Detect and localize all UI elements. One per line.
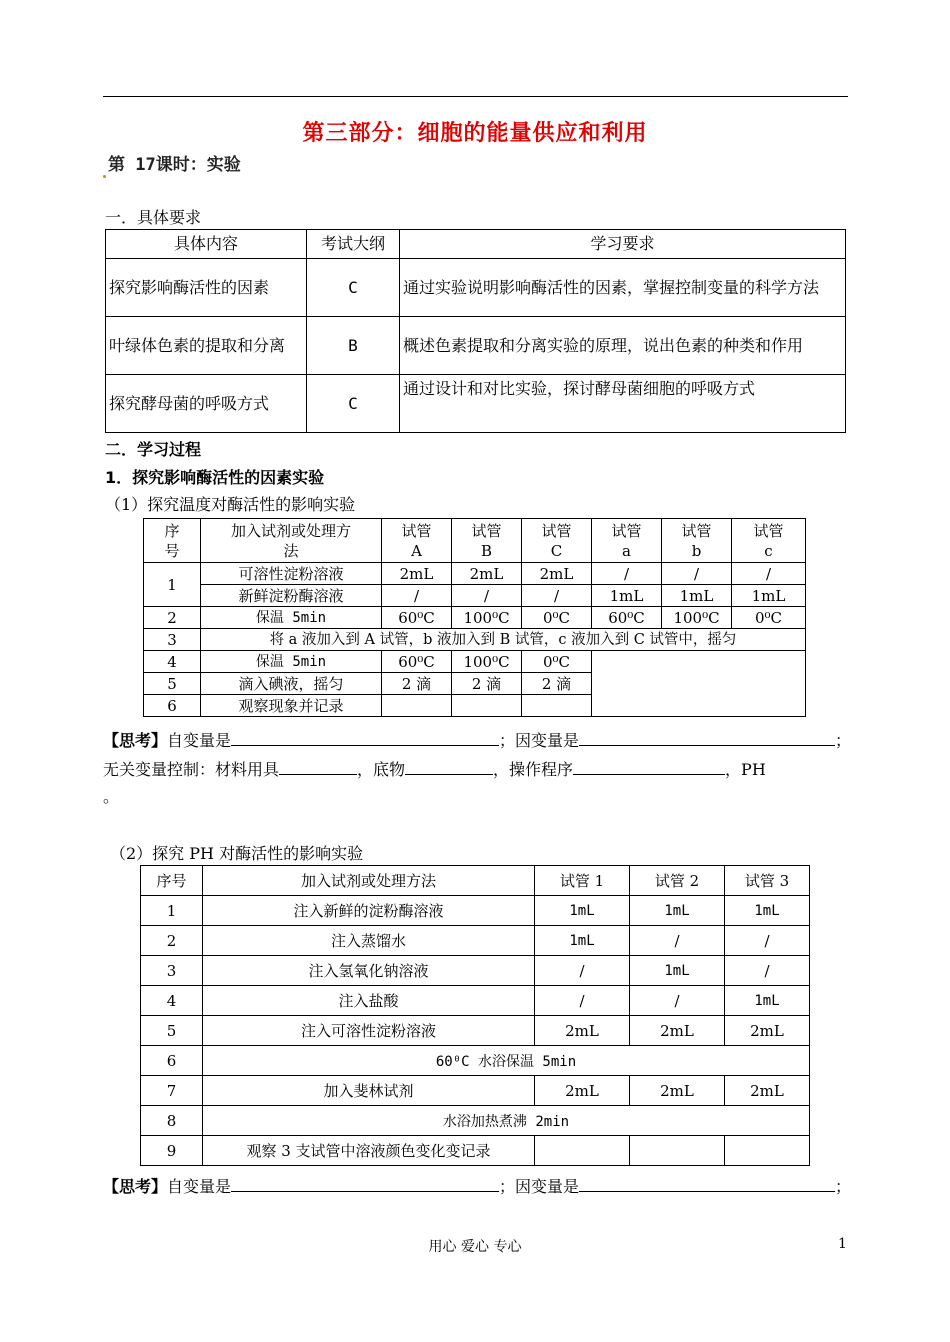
answer-blank[interactable] — [231, 731, 499, 746]
table-header: 学习要求 — [400, 230, 846, 259]
answer-blank[interactable] — [279, 760, 357, 775]
header-line: 试管 — [541, 521, 572, 540]
table-header: 试管 3 — [725, 866, 810, 896]
table-cell: 2mL — [630, 1016, 725, 1046]
table-row — [141, 926, 810, 956]
page-title: 第三部分：细胞的能量供应和利用 — [302, 121, 648, 146]
table-header — [201, 519, 382, 563]
table-cell-empty — [592, 651, 806, 717]
think1-line2 — [103, 757, 766, 780]
answer-blank[interactable] — [579, 1177, 835, 1192]
table-cell: 2mL — [725, 1076, 810, 1106]
table-cell: 1mL — [592, 585, 662, 607]
header-line: b — [691, 541, 702, 560]
section2-heading: 二．学习过程 — [105, 440, 202, 459]
header-line: 序 — [164, 521, 180, 540]
table-cell: 100⁰C — [452, 607, 522, 629]
table-cell: 探究酵母菌的呼吸方式 — [106, 375, 307, 433]
temperature-experiment-table — [143, 518, 806, 717]
table-cell: / — [382, 585, 452, 607]
table-cell: 2mL — [725, 1016, 810, 1046]
table-cell: / — [725, 956, 810, 986]
table-cell: 6 — [144, 695, 201, 717]
table-cell: / — [535, 956, 630, 986]
table-header: 试管 2 — [630, 866, 725, 896]
table-cell: 1mL — [725, 896, 810, 926]
page-number: 1 — [838, 1236, 847, 1252]
table-header: 具体内容 — [106, 230, 307, 259]
table-row — [141, 1076, 810, 1106]
table-cell: 6 — [141, 1046, 203, 1076]
table-cell: 1mL — [535, 896, 630, 926]
table-header — [452, 519, 522, 563]
subsection-heading: 1．探究影响酶活性的因素实验 — [105, 468, 325, 487]
table-cell: / — [630, 926, 725, 956]
answer-blank[interactable] — [573, 760, 725, 775]
answer-blank[interactable] — [579, 731, 835, 746]
table-cell: C — [307, 375, 400, 433]
table-cell: 2mL — [452, 563, 522, 585]
think-text: ，PH — [725, 760, 766, 779]
table-cell: 4 — [144, 651, 201, 673]
table-cell: 观察 3 支试管中溶液颜色变化变记录 — [203, 1136, 535, 1166]
table-row — [141, 1106, 810, 1136]
table-cell: 0⁰C — [522, 651, 592, 673]
table-row — [141, 1046, 810, 1076]
think-text: 无关变量控制：材料用具 — [103, 760, 280, 779]
table-cell-empty — [535, 1136, 630, 1166]
table-cell: 2mL — [535, 1016, 630, 1046]
table-header: 试管 1 — [535, 866, 630, 896]
table-row — [141, 956, 810, 986]
header-line: C — [550, 541, 563, 560]
table-cell: 通过设计和对比实验，探讨酵母菌细胞的呼吸方式 — [400, 375, 846, 433]
table-row — [141, 1016, 810, 1046]
header-rule — [103, 96, 848, 97]
table-cell: 保温 5min — [201, 607, 382, 629]
table-header — [732, 519, 806, 563]
section1-heading: 一．具体要求 — [105, 208, 202, 227]
header-line: c — [764, 541, 773, 560]
table-row — [141, 986, 810, 1016]
table-cell: 100⁰C — [452, 651, 522, 673]
table-cell: 1mL — [630, 896, 725, 926]
table-cell: 水浴加热煮沸 2min — [203, 1106, 810, 1136]
table-header — [144, 519, 201, 563]
header-line: B — [480, 541, 493, 560]
table-cell: 2mL — [522, 563, 592, 585]
table-cell: / — [592, 563, 662, 585]
table-cell: 100⁰C — [662, 607, 732, 629]
table-cell: 8 — [141, 1106, 203, 1136]
requirements-table — [105, 229, 846, 433]
table-cell: 注入可溶性淀粉溶液 — [203, 1016, 535, 1046]
think-text: 自变量是 — [167, 1177, 232, 1196]
lesson-label: 第 17课时：实验 — [108, 155, 241, 175]
table-cell: 通过实验说明影响酶活性的因素，掌握控制变量的科学方法 — [400, 259, 846, 317]
table-header — [662, 519, 732, 563]
table-cell: 2 — [141, 926, 203, 956]
experiment1-title: （1）探究温度对酶活性的影响实验 — [105, 495, 356, 514]
table-cell: 1mL — [630, 956, 725, 986]
table-cell: 4 — [141, 986, 203, 1016]
table-cell: 注入蒸馏水 — [203, 926, 535, 956]
table-cell: 2 滴 — [452, 673, 522, 695]
table-cell: 2 — [144, 607, 201, 629]
header-line: 试管 — [471, 521, 502, 540]
table-cell: 2 滴 — [382, 673, 452, 695]
table-cell: 2 滴 — [522, 673, 592, 695]
header-line: 号 — [164, 541, 180, 560]
table-cell: / — [725, 926, 810, 956]
table-cell: 1mL — [662, 585, 732, 607]
table-header — [522, 519, 592, 563]
table-cell: 可溶性淀粉溶液 — [201, 563, 382, 585]
header-line: 试管 — [753, 521, 784, 540]
table-cell: / — [522, 585, 592, 607]
table-cell: 新鲜淀粉酶溶液 — [201, 585, 382, 607]
table-cell: 9 — [141, 1136, 203, 1166]
think1-line1 — [103, 728, 851, 751]
table-cell: 加入斐林试剂 — [203, 1076, 535, 1106]
header-line: 法 — [283, 541, 299, 560]
table-cell: B — [307, 317, 400, 375]
table-cell: 保温 5min — [201, 651, 382, 673]
table-cell: 滴入碘液，摇匀 — [201, 673, 382, 695]
table-header — [382, 519, 452, 563]
table-row — [141, 896, 810, 926]
table-cell: 1mL — [732, 585, 806, 607]
table-cell: 1 — [141, 896, 203, 926]
think-text: ，操作程序 — [493, 760, 574, 779]
table-cell: / — [732, 563, 806, 585]
experiment2-title: （2）探究 PH 对酶活性的影响实验 — [110, 844, 364, 863]
ph-experiment-table — [140, 865, 810, 1166]
table-cell-empty — [522, 695, 592, 717]
header-line: A — [411, 541, 422, 560]
think-text: ；因变量是 — [499, 1177, 580, 1196]
think-text: ，底物 — [357, 760, 406, 779]
think-label: 【思考】 — [103, 731, 168, 750]
table-cell: 3 — [141, 956, 203, 986]
mark-dot — [103, 175, 106, 178]
table-cell: 2mL — [630, 1076, 725, 1106]
table-cell: 5 — [141, 1016, 203, 1046]
header-line: 试管 — [611, 521, 642, 540]
table-cell: C — [307, 259, 400, 317]
think-label: 【思考】 — [103, 1177, 168, 1196]
table-row — [141, 1136, 810, 1166]
table-cell: / — [662, 563, 732, 585]
table-cell: 60⁰C — [382, 651, 452, 673]
table-cell: 注入盐酸 — [203, 986, 535, 1016]
table-header: 考试大纲 — [307, 230, 400, 259]
header-line: a — [622, 541, 631, 560]
think-text: 自变量是 — [167, 731, 232, 750]
table-cell: 3 — [144, 629, 201, 651]
table-cell: 注入新鲜的淀粉酶溶液 — [203, 896, 535, 926]
table-cell: 1 — [144, 563, 201, 607]
table-cell-empty — [630, 1136, 725, 1166]
table-cell: / — [452, 585, 522, 607]
think-text: ； — [835, 1177, 852, 1196]
answer-blank[interactable] — [231, 1177, 499, 1192]
footer-motto: 用心 爱心 专心 — [428, 1239, 522, 1255]
table-cell: 60⁰C — [592, 607, 662, 629]
table-cell: 探究影响酶活性的因素 — [106, 259, 307, 317]
think-text: ； — [835, 731, 852, 750]
table-cell: 0⁰C — [522, 607, 592, 629]
table-cell: 2mL — [382, 563, 452, 585]
table-cell: 2mL — [535, 1076, 630, 1106]
table-cell: 7 — [141, 1076, 203, 1106]
table-cell-empty — [382, 695, 452, 717]
table-cell: 1mL — [725, 986, 810, 1016]
table-header: 序号 — [141, 866, 203, 896]
header-line: 加入试剂或处理方 — [230, 521, 351, 540]
table-cell: 观察现象并记录 — [201, 695, 382, 717]
table-cell: 60⁰C 水浴保温 5min — [203, 1046, 810, 1076]
think2-line1 — [103, 1174, 851, 1197]
table-cell: 0⁰C — [732, 607, 806, 629]
table-header — [592, 519, 662, 563]
think1-line3: 。 — [103, 787, 120, 806]
table-header: 加入试剂或处理方法 — [203, 866, 535, 896]
header-line: 试管 — [401, 521, 432, 540]
table-cell: 叶绿体色素的提取和分离 — [106, 317, 307, 375]
table-cell-empty — [725, 1136, 810, 1166]
answer-blank[interactable] — [405, 760, 493, 775]
header-line: 试管 — [681, 521, 712, 540]
table-cell: 1mL — [535, 926, 630, 956]
table-cell: 60⁰C — [382, 607, 452, 629]
table-cell: / — [535, 986, 630, 1016]
table-cell-empty — [452, 695, 522, 717]
table-cell: 5 — [144, 673, 201, 695]
table-cell: 注入氢氧化钠溶液 — [203, 956, 535, 986]
table-cell: / — [630, 986, 725, 1016]
think-text: ；因变量是 — [499, 731, 580, 750]
table-cell: 概述色素提取和分离实验的原理，说出色素的种类和作用 — [400, 317, 846, 375]
table-cell: 将 a 液加入到 A 试管，b 液加入到 B 试管，c 液加入到 C 试管中，摇匀 — [201, 629, 806, 651]
